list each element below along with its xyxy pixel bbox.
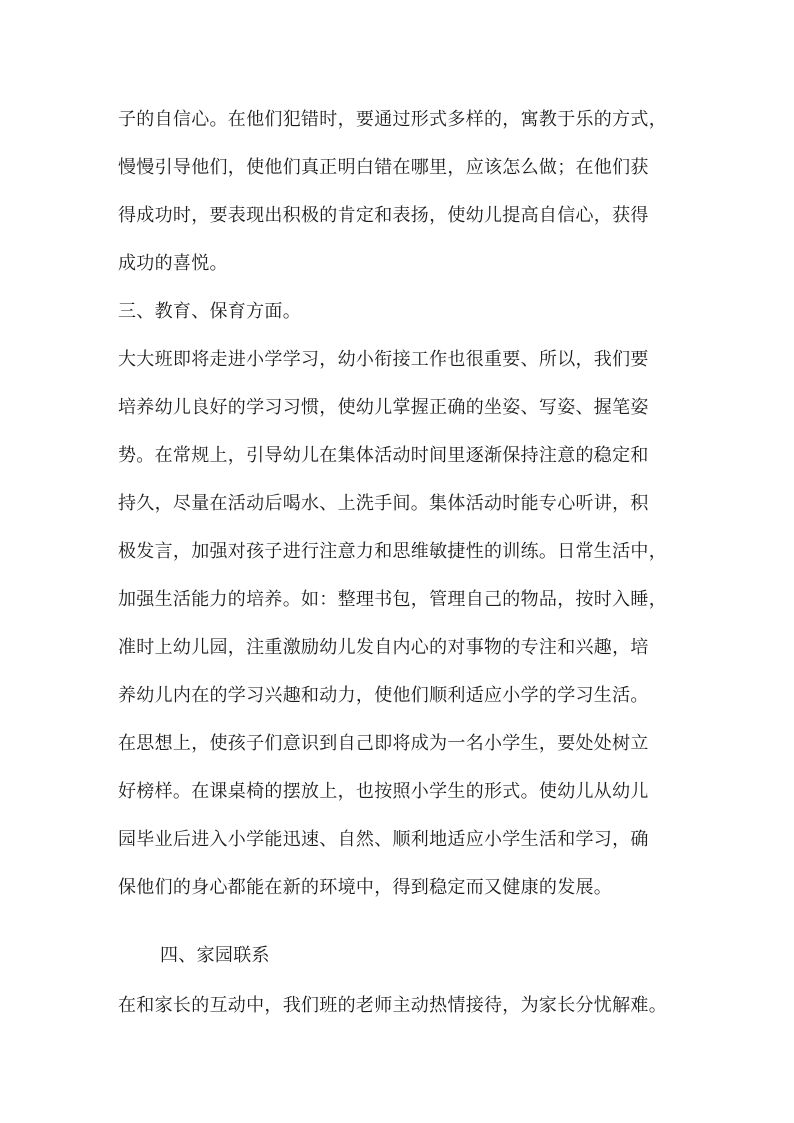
text-line: 园毕业后进入小学能迅速、自然、顺利地适应小学生活和学习，确 xyxy=(118,829,649,850)
text-line: 得成功时，要表现出积极的肯定和表扬，使幼儿提高自信心，获得 xyxy=(118,205,649,226)
text-line: 大大班即将走进小学学习，幼小衔接工作也很重要、所以，我们要 xyxy=(118,349,649,370)
text-line: 培养幼儿良好的学习习惯，使幼儿掌握正确的坐姿、写姿、握笔姿 xyxy=(118,397,649,418)
text-line: 势。在常规上，引导幼儿在集体活动时间里逐渐保持注意的稳定和 xyxy=(118,445,649,466)
text-line: 养幼儿内在的学习兴趣和动力，使他们顺利适应小学的学习生活。 xyxy=(118,685,649,706)
text-line: 好榜样。在课桌椅的摆放上，也按照小学生的形式。使幼儿从幼儿 xyxy=(118,781,649,802)
section-heading: 三、教育、保育方面。 xyxy=(118,301,301,322)
text-line: 成功的喜悦。 xyxy=(118,253,228,274)
section-heading: 四、家园联系 xyxy=(160,945,270,966)
text-line: 保他们的身心都能在新的环境中，得到稳定而又健康的发展。 xyxy=(118,877,613,898)
text-line: 持久，尽量在活动后喝水、上洗手间。集体活动时能专心听讲，积 xyxy=(118,493,649,514)
text-line: 在和家长的互动中，我们班的老师主动热情接待，为家长分忧解难。 xyxy=(118,995,667,1016)
text-line: 在思想上，使孩子们意识到自己即将成为一名小学生，要处处树立 xyxy=(118,733,649,754)
text-line: 极发言，加强对孩子进行注意力和思维敏捷性的训练。日常生活中， xyxy=(118,541,667,562)
text-line: 慢慢引导他们，使他们真正明白错在哪里，应该怎么做；在他们获 xyxy=(118,157,649,178)
text-line: 准时上幼儿园，注重激励幼儿发自内心的对事物的专注和兴趣，培 xyxy=(118,637,649,658)
text-line: 加强生活能力的培养。如：整理书包，管理自己的物品，按时入睡， xyxy=(118,589,667,610)
text-line: 子的自信心。在他们犯错时，要通过形式多样的，寓教于乐的方式， xyxy=(118,109,667,130)
